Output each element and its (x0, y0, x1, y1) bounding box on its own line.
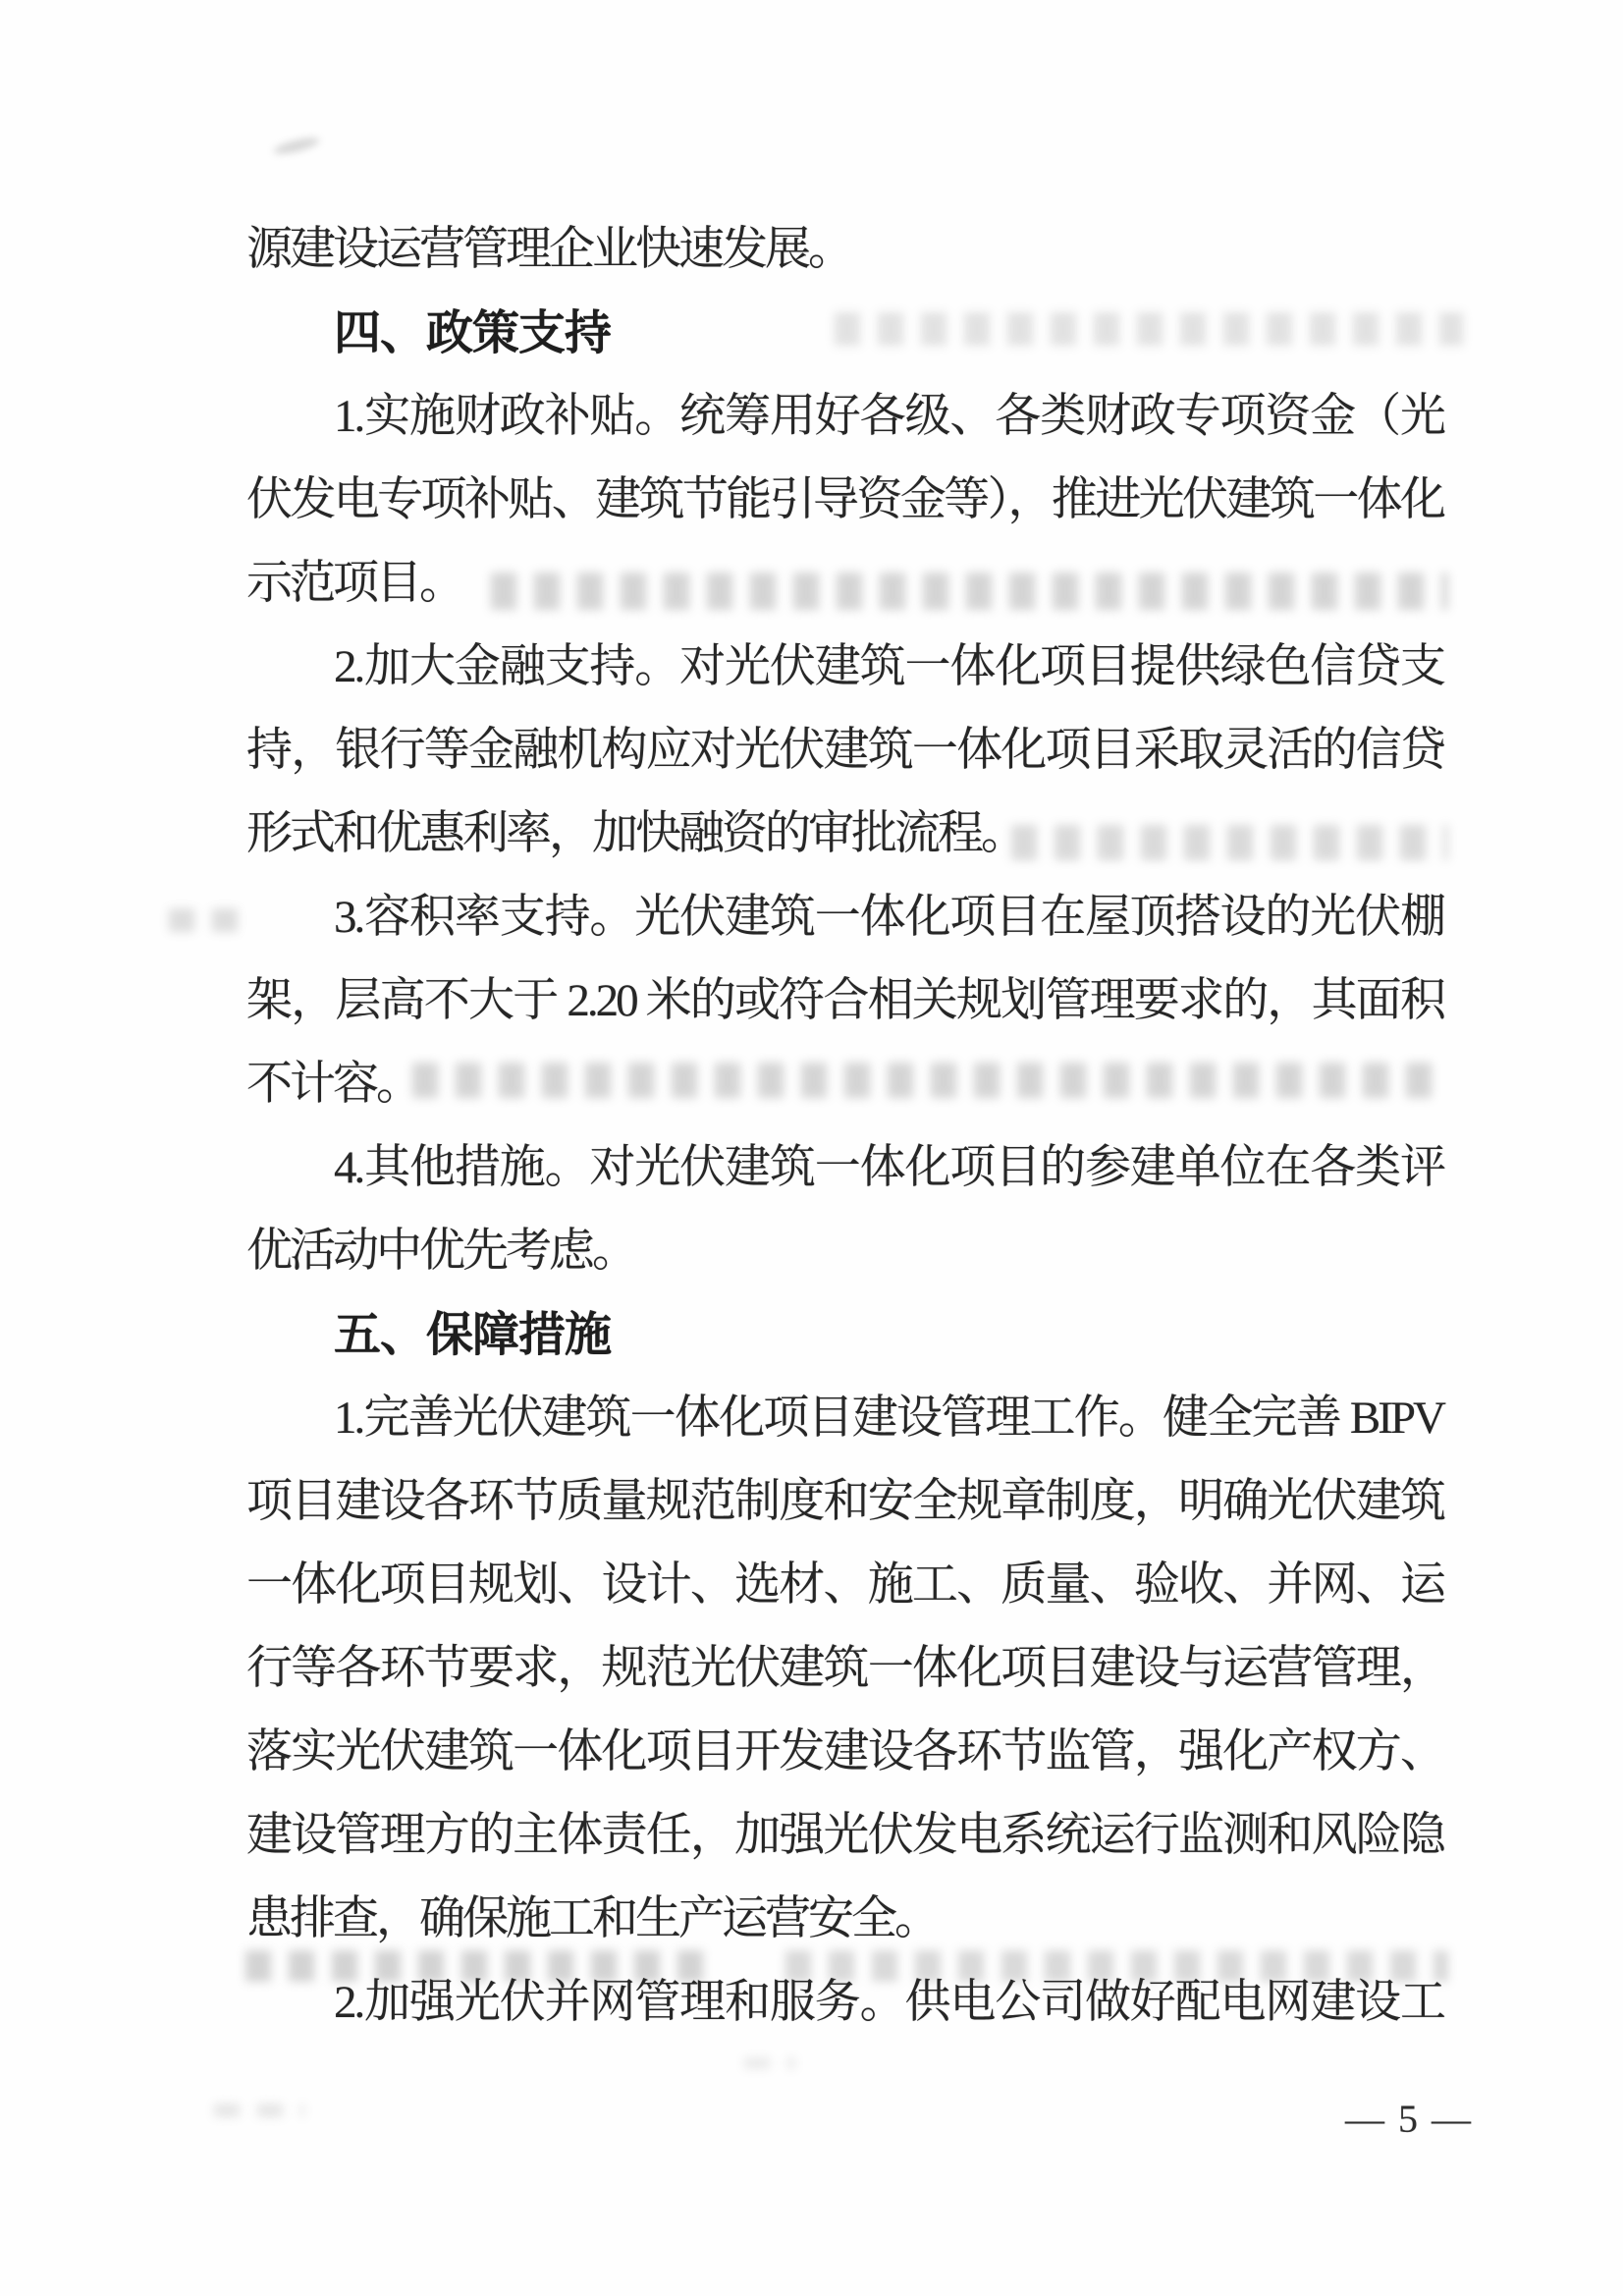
text-line: 行等各环节要求，规范光伏建筑一体化项目建设与运营管理， (246, 1643, 1443, 1694)
text-line: 项目建设各环节质量规范制度和安全规章制度，明确光伏建筑 (246, 1476, 1443, 1527)
text-line: 源建设运营管理企业快速发展。 (246, 224, 851, 275)
text-line: 2.加大金融支持。对光伏建筑一体化项目提供绿色信贷支 (334, 641, 1443, 692)
text-line: 建设管理方的主体责任，加强光伏发电系统运行监测和风险隐 (246, 1810, 1443, 1861)
text-line: 伏发电专项补贴、建筑节能引导资金等），推进光伏建筑一体化 (246, 474, 1443, 525)
text-line: 2.加强光伏并网管理和服务。供电公司做好配电网建设工 (334, 1977, 1443, 2028)
text-line: 优活动中优先考虑。 (246, 1226, 635, 1277)
text-line: 架，层高不大于 2.20 米的或符合相关规划管理要求的，其面积 (246, 975, 1443, 1026)
page-number: — 5 — (1345, 2097, 1473, 2141)
scan-smudge-artifact (272, 135, 320, 156)
bleed-through-artifact (214, 2104, 304, 2117)
text-line: 1.完善光伏建筑一体化项目建设管理工作。健全完善 BIPV (334, 1393, 1443, 1444)
text-line: 持，银行等金融机构应对光伏建筑一体化项目采取灵活的信贷 (246, 725, 1443, 776)
text-line: 落实光伏建筑一体化项目开发建设各环节监管，强化产权方、 (246, 1726, 1443, 1777)
text-line: 3.容积率支持。光伏建筑一体化项目在屋顶搭设的光伏棚 (334, 892, 1443, 943)
text-line: 1.实施财政补贴。统筹用好各级、各类财政专项资金（光 (334, 391, 1443, 442)
text-line: 示范项目。 (246, 558, 462, 609)
bleed-through-artifact (744, 2057, 795, 2069)
text-line: 不计容。 (246, 1059, 419, 1110)
document-body (246, 208, 1443, 2045)
text-line: 形式和优惠利率，加快融资的审批流程。 (246, 808, 1024, 859)
bleed-through-artifact (169, 908, 240, 932)
text-line: 4.其他措施。对光伏建筑一体化项目的参建单位在各类评 (334, 1142, 1443, 1193)
section-heading: 四、政策支持 (334, 307, 612, 359)
text-line: 患排查，确保施工和生产运营安全。 (246, 1893, 938, 1944)
section-heading: 五、保障措施 (334, 1309, 612, 1361)
text-line: 一体化项目规划、设计、选材、施工、质量、验收、并网、运 (246, 1559, 1443, 1611)
